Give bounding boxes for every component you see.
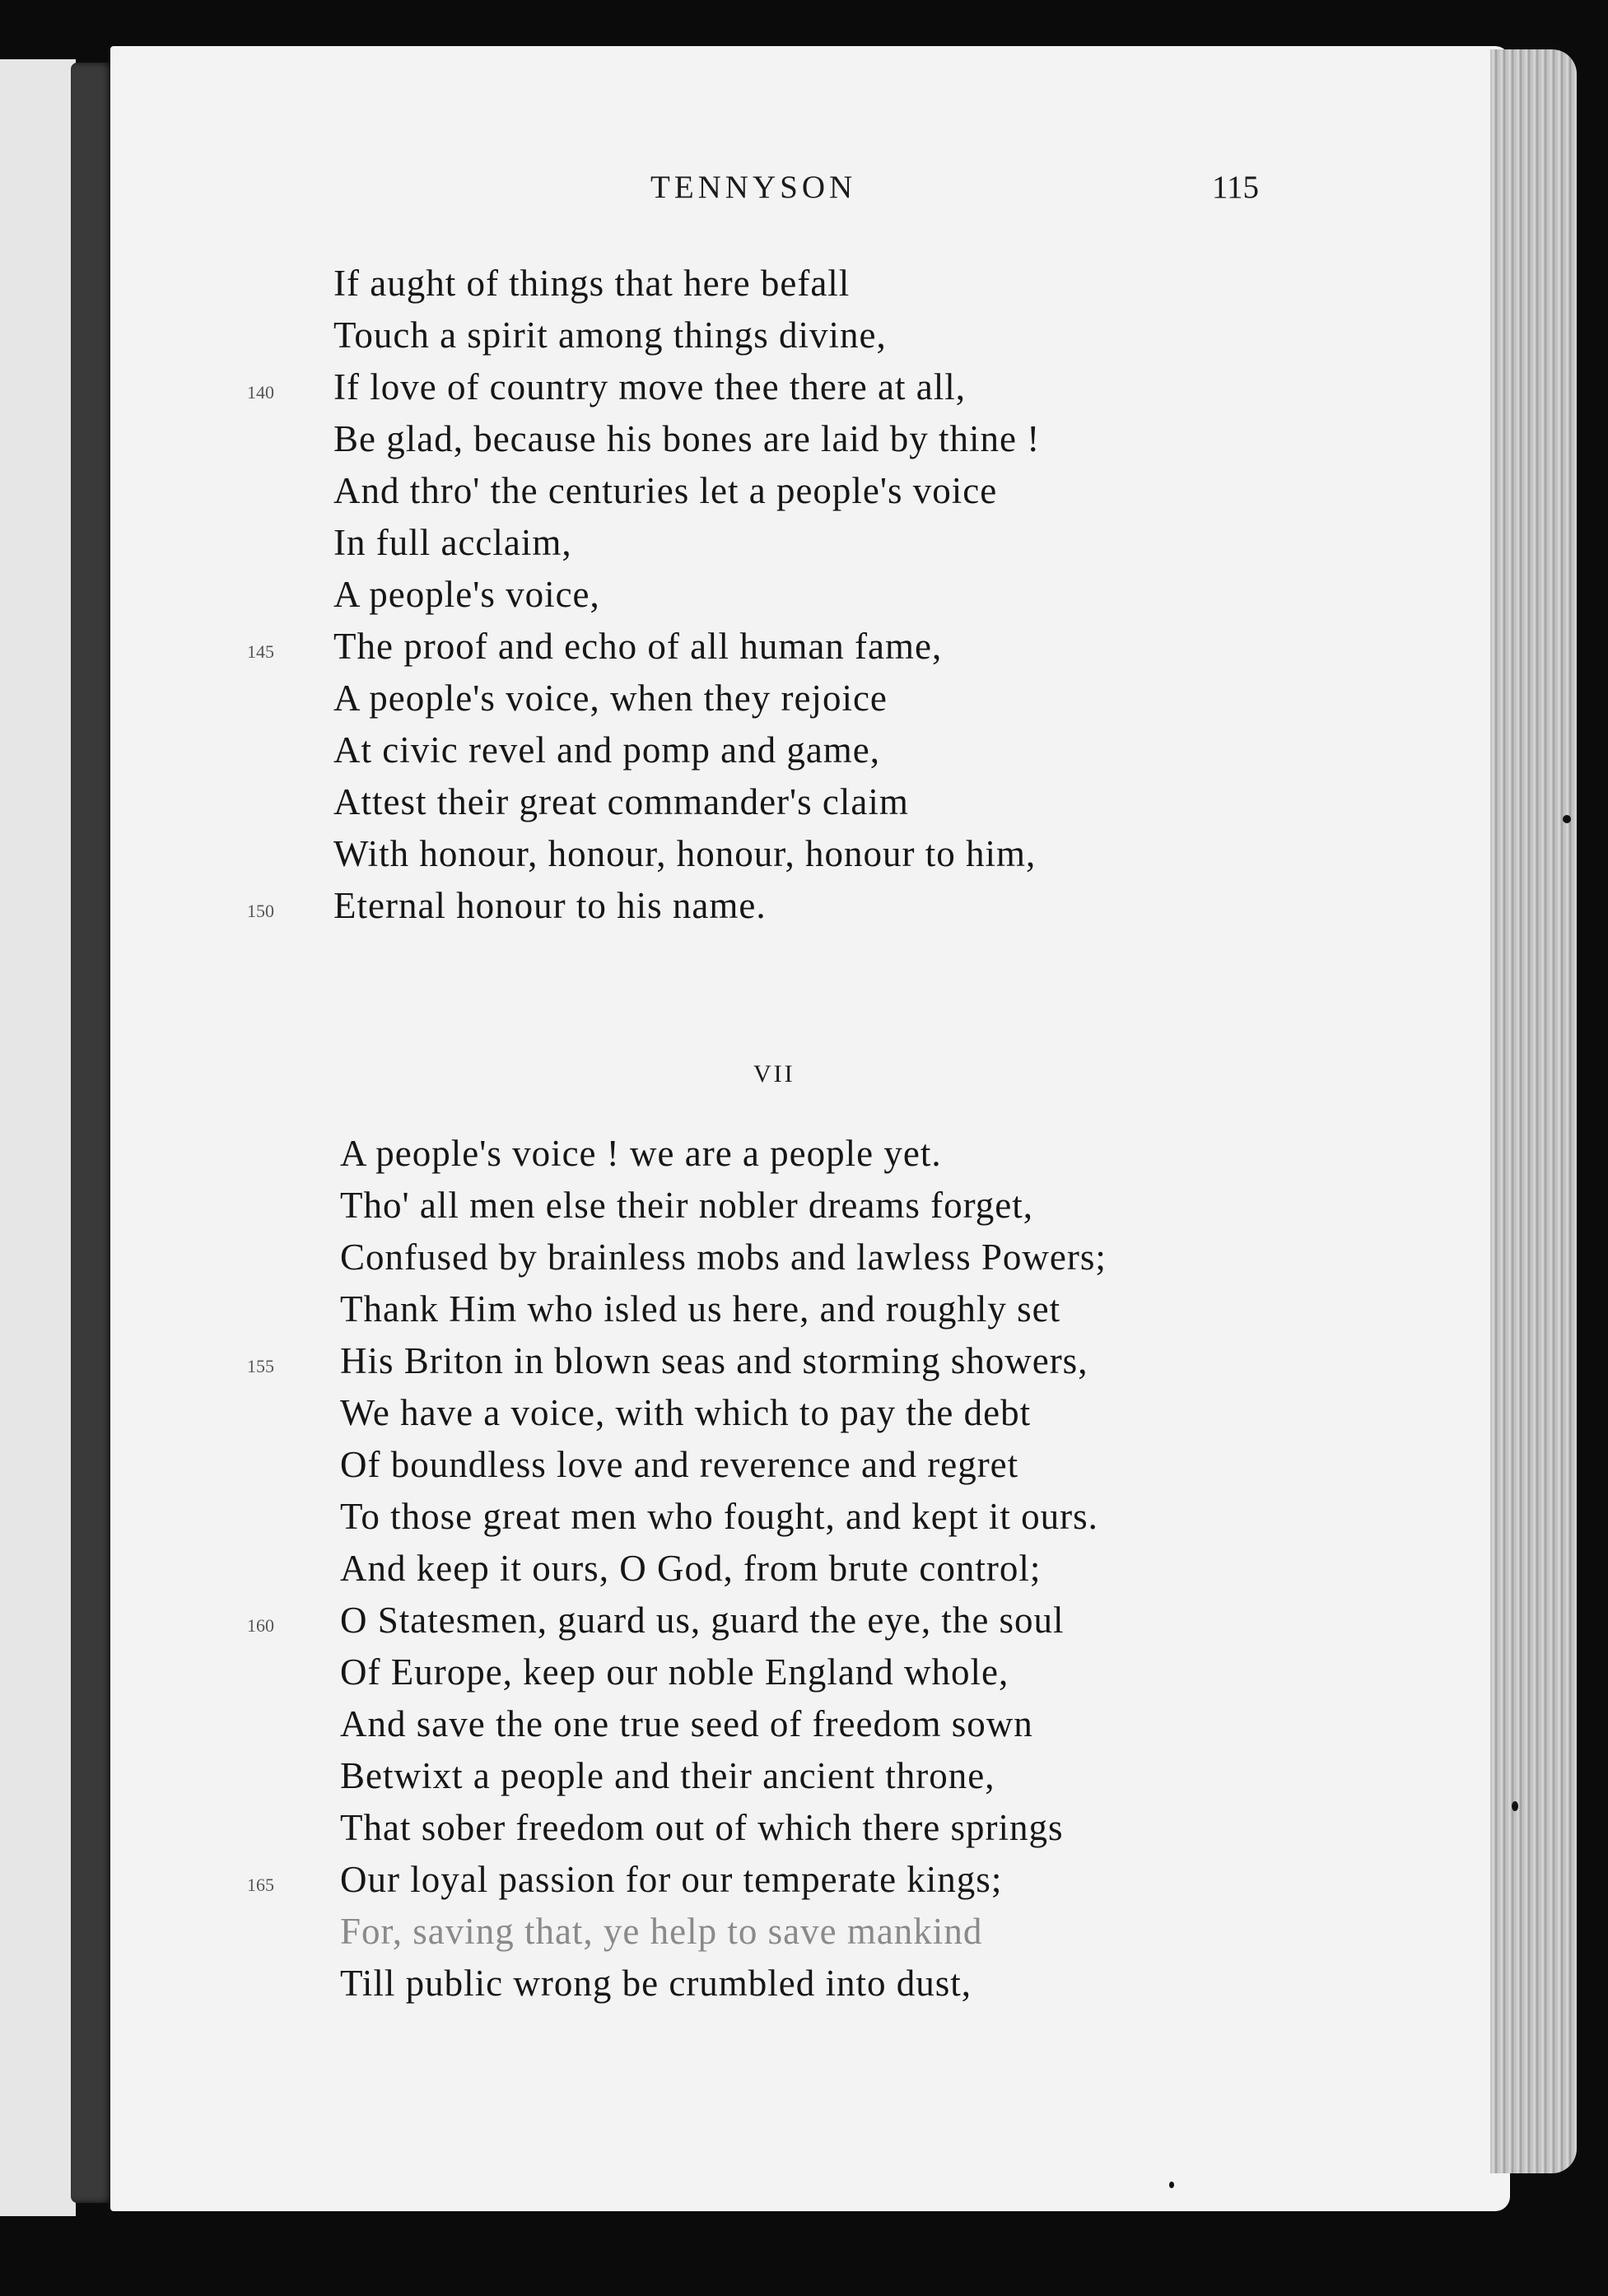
- verse-line: Till public wrong be crumbled into dust,: [340, 1963, 972, 2004]
- verse-line: And thro' the centuries let a people's voice: [333, 470, 998, 511]
- verse-line: And keep it ours, O God, from brute control;: [340, 1548, 1042, 1589]
- verse-line: Tho' all men else their nobler dreams forget,: [340, 1185, 1034, 1226]
- verse-line: And save the one true seed of freedom sown: [340, 1703, 1033, 1744]
- book-gutter: [71, 63, 114, 2203]
- line-number: 150: [247, 901, 274, 921]
- page-stack-edge: [1490, 49, 1577, 2173]
- scan-speck: [1563, 815, 1571, 823]
- verse-line: Be glad, because his bones are laid by thine !: [333, 418, 1041, 459]
- verse-line: Of Europe, keep our noble England whole,: [340, 1651, 1009, 1693]
- verse-line: Attest their great commander's claim: [333, 781, 909, 822]
- verse-line: O Statesmen, guard us, guard the eye, the soul: [340, 1600, 1065, 1641]
- verse-line: Of boundless love and reverence and regret: [340, 1444, 1019, 1485]
- line-number: 145: [247, 641, 274, 662]
- verse-line: A people's voice, when they rejoice: [333, 678, 888, 719]
- verse-line: To those great men who fought, and kept it ours.: [340, 1496, 1098, 1537]
- scan-speck: [1169, 2182, 1174, 2188]
- verse-line: If love of country move thee there at all,: [333, 366, 966, 408]
- verse-line: Confused by brainless mobs and lawless Powers;: [340, 1236, 1107, 1278]
- scan-speck: [1512, 1801, 1518, 1811]
- line-number: 160: [247, 1615, 274, 1636]
- verse-line: For, saving that, ye help to save mankind: [340, 1911, 983, 1952]
- verse-line: The proof and echo of all human fame,: [333, 626, 943, 667]
- verse-line: Touch a spirit among things divine,: [333, 314, 887, 356]
- line-number: 155: [247, 1356, 274, 1376]
- page-number: 115: [1212, 170, 1260, 205]
- verse-line: That sober freedom out of which there springs: [340, 1807, 1064, 1848]
- verse-line: In full acclaim,: [333, 522, 572, 563]
- verse-line: Thank Him who isled us here, and roughly set: [340, 1288, 1061, 1330]
- verse-line: Betwixt a people and their ancient throne,: [340, 1755, 995, 1796]
- verse-line: Eternal honour to his name.: [333, 885, 767, 926]
- line-number: 165: [247, 1875, 274, 1895]
- line-number: 140: [247, 382, 274, 403]
- verse-line: With honour, honour, honour, honour to him,: [333, 833, 1037, 874]
- section-title: VII: [753, 1060, 795, 1087]
- running-head: TENNYSON: [650, 170, 857, 205]
- left-page-edge: [0, 59, 76, 2216]
- verse-line: If aught of things that here befall: [333, 263, 851, 304]
- verse-line: Our loyal passion for our temperate kings;: [340, 1859, 1003, 1900]
- verse-line: A people's voice ! we are a people yet.: [340, 1133, 942, 1174]
- verse-line: At civic revel and pomp and game,: [333, 729, 881, 771]
- verse-line: We have a voice, with which to pay the debt: [340, 1392, 1032, 1433]
- verse-line: A people's voice,: [333, 574, 600, 615]
- verse-line: His Briton in blown seas and storming showers,: [340, 1340, 1088, 1381]
